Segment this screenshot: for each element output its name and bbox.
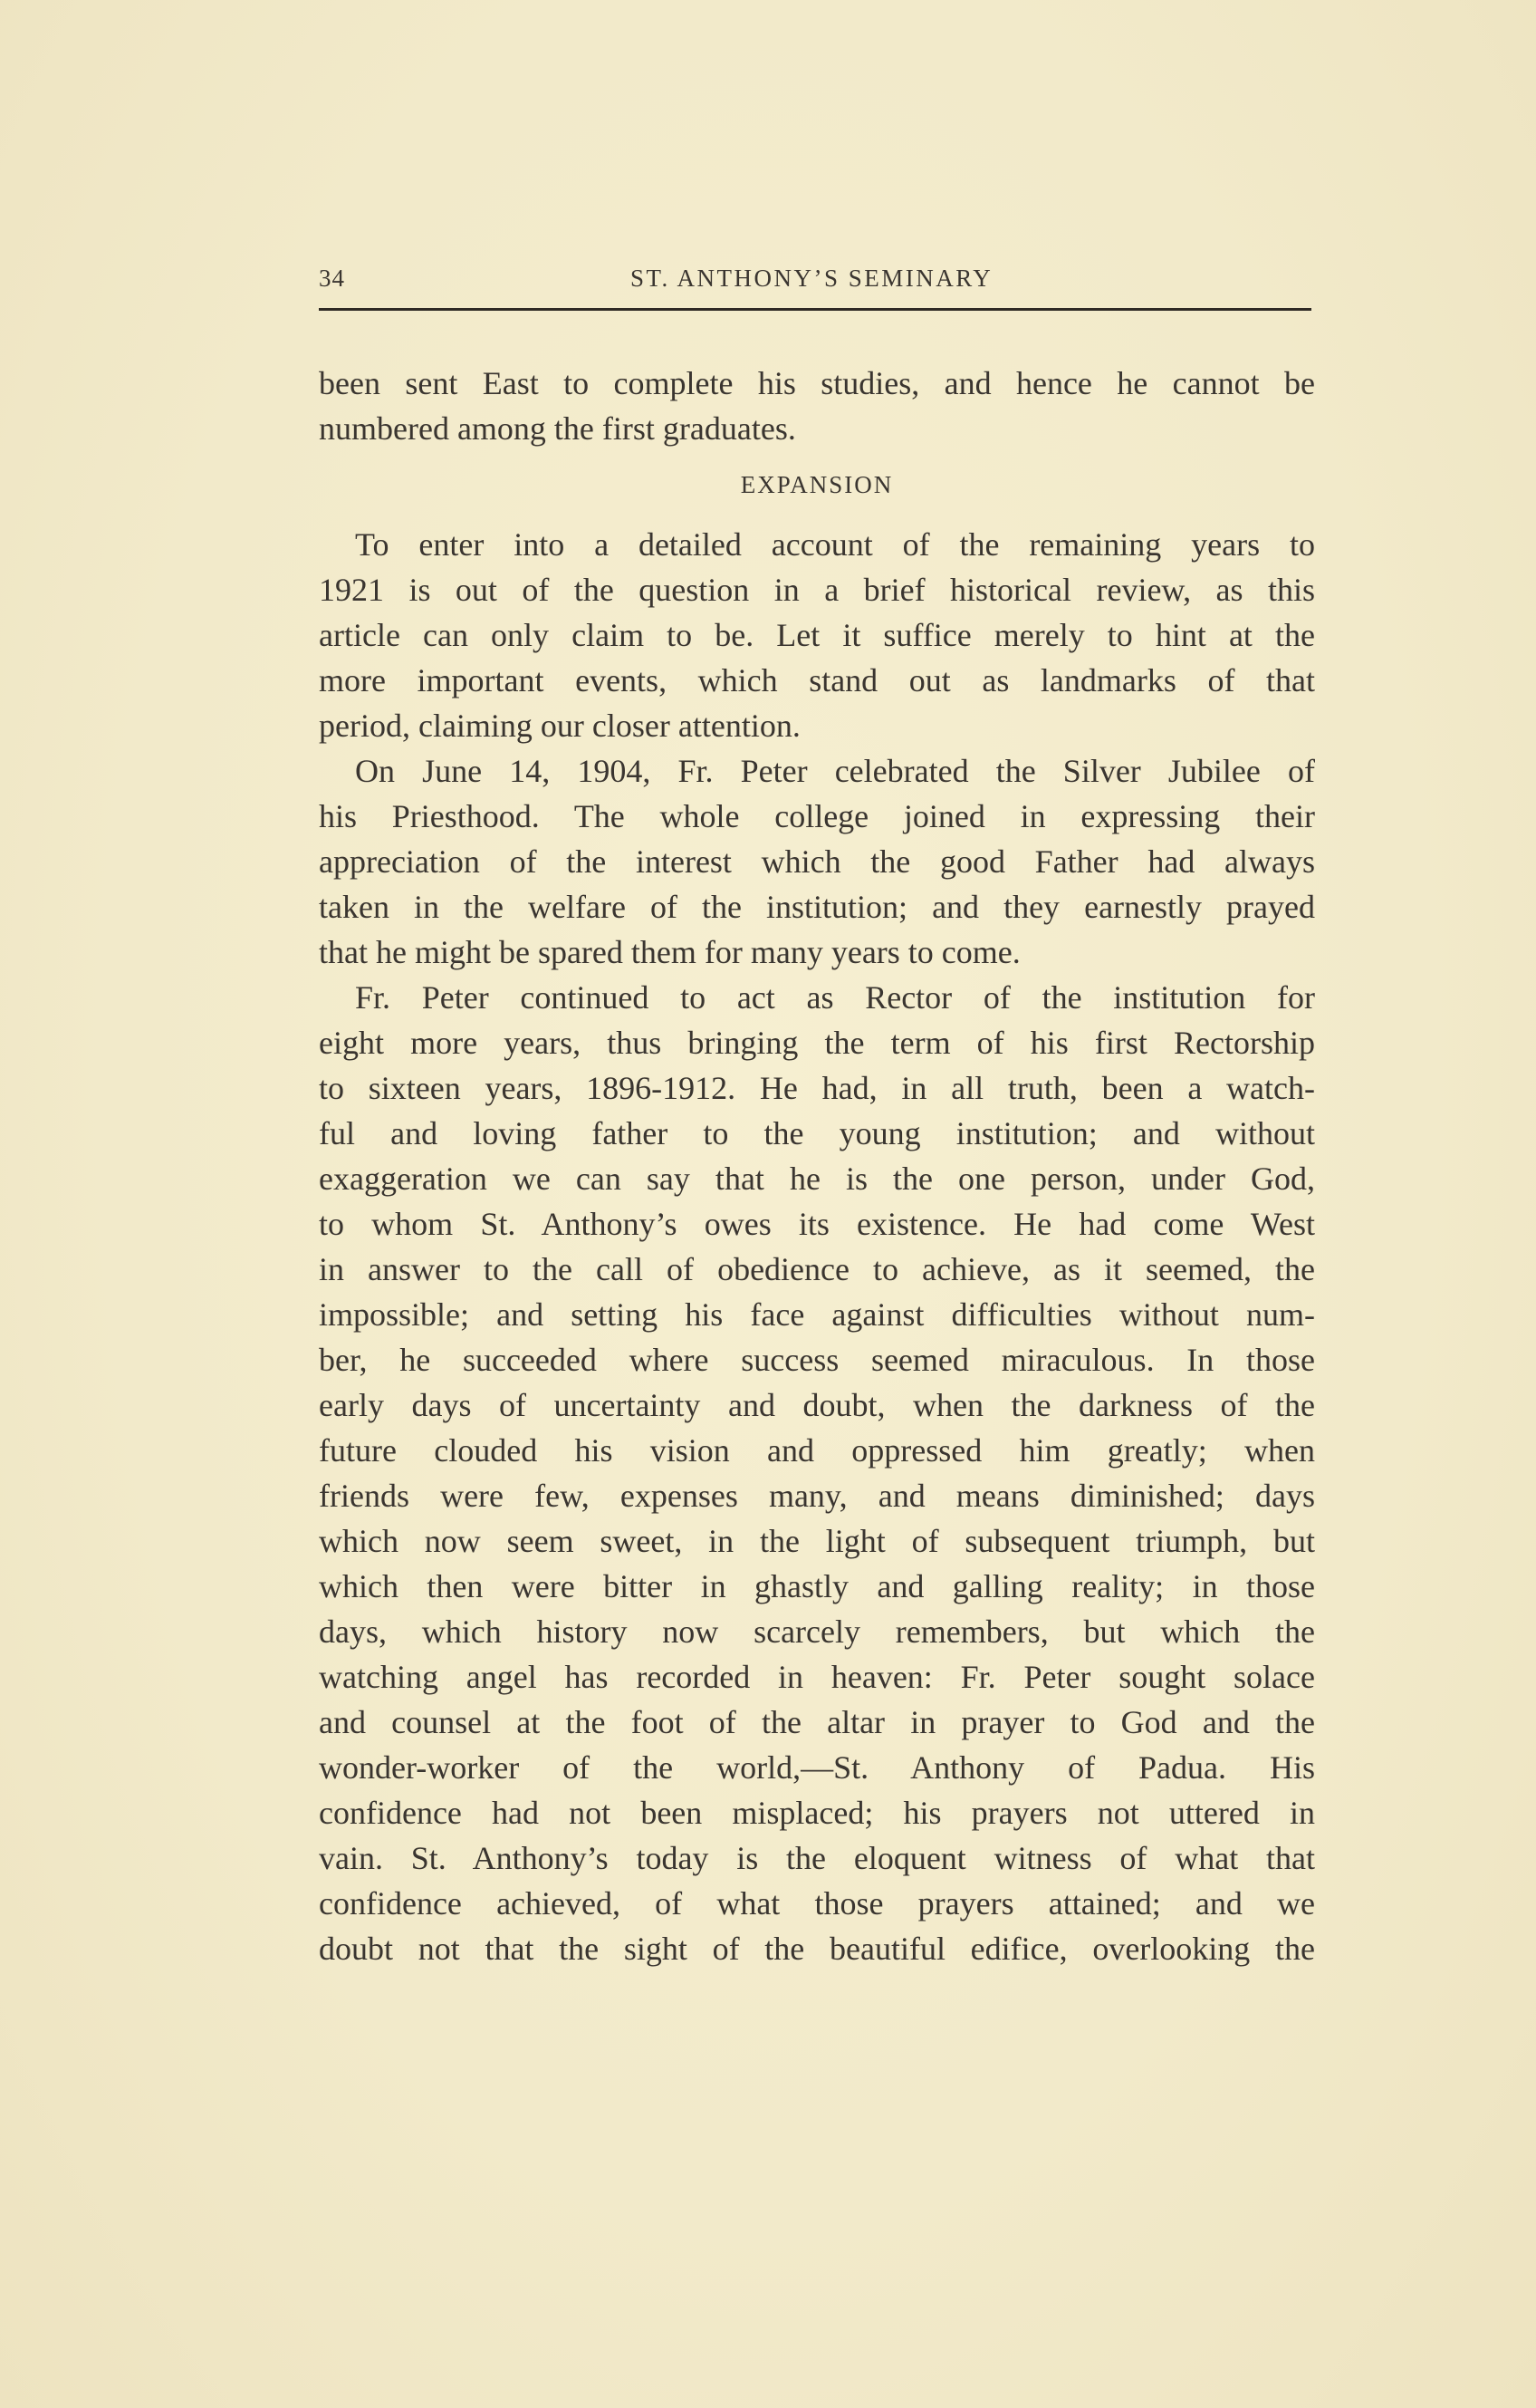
text-line: to whom St. Anthony’s owes its existence. He had come West <box>319 1206 1315 1242</box>
text-line: To enter into a detailed account of the remaining years to <box>355 526 1315 563</box>
paragraph-expansion-intro <box>319 522 1315 748</box>
page-number: 34 <box>319 265 345 292</box>
text-line: future clouded his vision and oppressed him greatly; when <box>319 1432 1315 1469</box>
text-line: 1921 is out of the question in a brief historical review, as this <box>319 572 1315 608</box>
text-line: days, which history now scarcely remembers, but which the <box>319 1613 1315 1650</box>
text-line: watching angel has recorded in heaven: Fr. Peter sought solace <box>319 1659 1315 1695</box>
text-line: which then were bitter in ghastly and galling reality; in those <box>319 1568 1315 1604</box>
text-line: Fr. Peter continued to act as Rector of the institution for <box>355 979 1315 1016</box>
paragraph-rectorship <box>319 975 1315 1971</box>
page-header <box>319 265 1315 301</box>
text-line: article can only claim to be. Let it suffice merely to hint at the <box>319 617 1315 653</box>
text-line: eight more years, thus bringing the term of his first Rectorship <box>319 1025 1315 1061</box>
text-line: ful and loving father to the young institution; and without <box>319 1115 1315 1151</box>
text-line: more important events, which stand out as landmarks of that <box>319 662 1315 698</box>
text-line: to sixteen years, 1896-1912. He had, in all truth, been a watch- <box>319 1070 1315 1106</box>
text-line: vain. St. Anthony’s today is the eloquent witness of what that <box>319 1840 1315 1876</box>
text-line: his Priesthood. The whole college joined in expressing their <box>319 798 1315 834</box>
text-line: numbered among the first graduates. <box>319 410 796 447</box>
text-line: which now seem sweet, in the light of subsequent triumph, but <box>319 1523 1315 1559</box>
text-line: and counsel at the foot of the altar in prayer to God and the <box>319 1704 1315 1740</box>
text-line: ber, he succeeded where success seemed miraculous. In those <box>319 1342 1315 1378</box>
header-rule <box>319 308 1311 311</box>
text-line: period, claiming our closer attention. <box>319 708 801 744</box>
text-line: appreciation of the interest which the good Father had always <box>319 843 1315 880</box>
text-line: been sent East to complete his studies, and hence he cannot be <box>319 365 1315 401</box>
paragraph-silver-jubilee <box>319 748 1315 975</box>
text-line: doubt not that the sight of the beautiful edifice, overlooking the <box>319 1931 1315 1967</box>
text-line: that he might be spared them for many years to come. <box>319 934 1021 970</box>
text-line: confidence had not been misplaced; his prayers not uttered in <box>319 1795 1315 1831</box>
text-line: in answer to the call of obedience to achieve, as it seemed, the <box>319 1251 1315 1287</box>
text-line: confidence achieved, of what those prayers attained; and we <box>319 1885 1315 1922</box>
text-line: taken in the welfare of the institution; and they earnestly prayed <box>319 889 1315 925</box>
body-text <box>319 361 1315 1971</box>
section-heading: EXPANSION <box>740 471 894 498</box>
text-line: wonder-worker of the world,—St. Anthony of Padua. His <box>319 1749 1315 1786</box>
text-line: impossible; and setting his face against difficulties without num- <box>319 1296 1315 1333</box>
text-line: exaggeration we can say that he is the one person, under God, <box>319 1161 1315 1197</box>
text-line: On June 14, 1904, Fr. Peter celebrated the Silver Jubilee of <box>355 753 1315 789</box>
text-line: friends were few, expenses many, and means diminished; days <box>319 1478 1315 1514</box>
opening-paragraph <box>319 361 1315 451</box>
running-title: ST. ANTHONY’S SEMINARY <box>630 265 994 292</box>
text-line: early days of uncertainty and doubt, when the darkness of the <box>319 1387 1315 1423</box>
